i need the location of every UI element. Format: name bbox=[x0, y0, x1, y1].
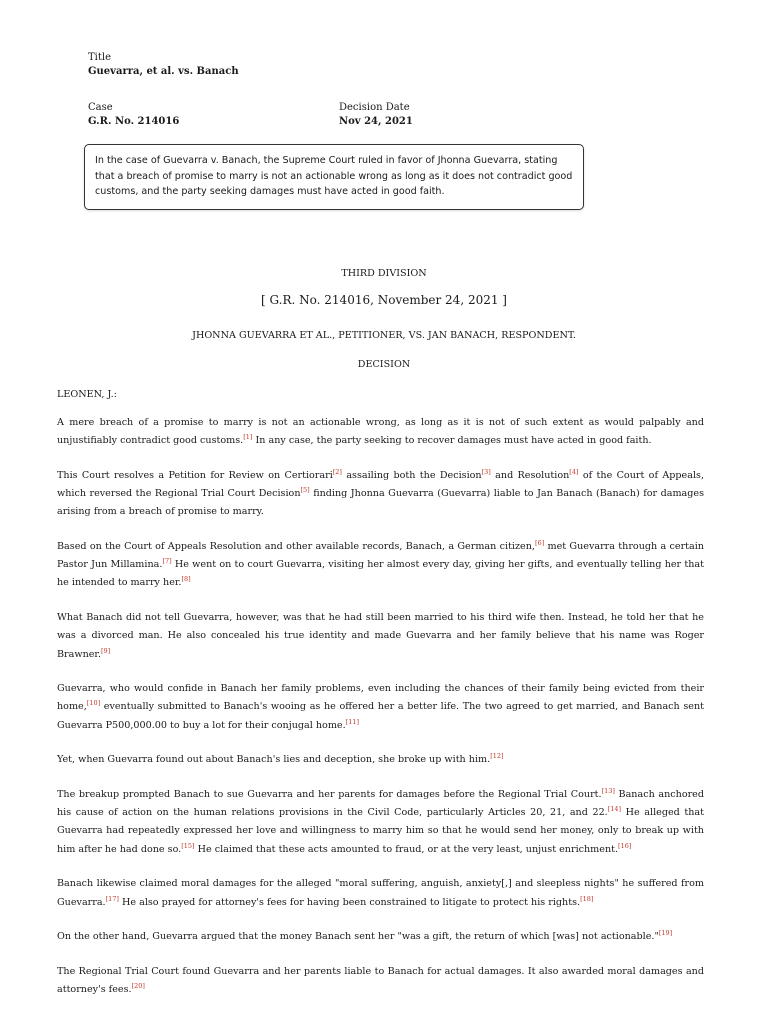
case-summary-box: In the case of Guevarra v. Banach, the Supreme Court ruled in favor of Jhonna Guevarra, stating that a breach of promise to marry is not an actionable wrong as long as it does not contradict good customs, and the party seeking damages must have acted in good faith. bbox=[84, 144, 584, 210]
decision-date: Nov 24, 2021 bbox=[339, 116, 413, 127]
paragraph-text: What Banach did not tell Guevarra, however, was that he had still been married to his third wife then. Instead, he told her that he was a divorced man. He also concealed his true identity and made Guevarra and her family believe that his name was Roger Brawner. bbox=[57, 612, 704, 660]
case-number: G.R. No. 214016 bbox=[88, 116, 180, 127]
footnote-link[interactable]: [2] bbox=[332, 467, 342, 476]
case-title: Guevarra, et al. vs. Banach bbox=[88, 66, 239, 77]
paragraph-text: assailing both the Decision bbox=[341, 469, 482, 481]
paragraph-text: Yet, when Guevarra found out about Banach's lies and deception, she broke up with him. bbox=[57, 754, 491, 766]
footnote-link[interactable]: [18] bbox=[580, 894, 594, 903]
parties-heading: JHONNA GUEVARRA ET AL., PETITIONER, VS. JAN BANACH, RESPONDENT. bbox=[192, 330, 576, 341]
footnote-link[interactable]: [17] bbox=[105, 894, 119, 903]
body-paragraph bbox=[57, 963, 704, 999]
paragraph-text: He also prayed for attorney's fees for having been constrained to litigate to protect his rights. bbox=[118, 896, 581, 908]
ponente: LEONEN, J.: bbox=[57, 389, 117, 400]
footnote-link[interactable]: [19] bbox=[658, 929, 673, 938]
paragraph-text: Banach likewise claimed moral damages for the alleged "moral suffering, anguish, anxiety[,] and sleepless nights" he suffered from Guevarra. bbox=[57, 878, 704, 908]
title-meta bbox=[88, 51, 239, 79]
gr-number-heading: [ G.R. No. 214016, November 24, 2021 ] bbox=[261, 293, 507, 307]
paragraph-text: of the Court of Appeals, which reversed the Regional Trial Court Decision bbox=[57, 469, 704, 500]
paragraph-text: Based on the Court of Appeals Resolution and other available records, Banach, a German citizen, bbox=[57, 541, 535, 553]
paragraph-text: finding Jhonna Guevarra (Guevarra) liable to Jan Banach (Banach) for damages arising from a breach of promise to marry. bbox=[57, 488, 705, 518]
body-paragraph bbox=[57, 609, 704, 664]
paragraph-text: eventually submitted to Banach's wooing as he offered her a better life. The two agreed to get married, and Banach sent Guevarra P500,000.00 to buy a lot for their conjugal home. bbox=[57, 701, 704, 731]
footnote-link[interactable]: [11] bbox=[345, 717, 359, 726]
paragraph-text: Banach anchored his cause of action on the human relations provisions in the Civil Code, particularly Articles 20, 21, and 22. bbox=[57, 789, 705, 819]
paragraph-text: Guevarra, who would confide in Banach her family problems, even including the chances of their family being evicted from their home, bbox=[57, 683, 704, 713]
body-paragraph bbox=[57, 751, 704, 769]
footnote-link[interactable]: [16] bbox=[618, 841, 632, 850]
footnote-link[interactable]: [1] bbox=[243, 433, 253, 442]
paragraph-text: On the other hand, Guevarra argued that the money Banach sent her "was a gift, the return of which [was] not actionable." bbox=[57, 931, 659, 943]
division-heading: THIRD DIVISION bbox=[341, 268, 427, 279]
footnote-link[interactable]: [8] bbox=[181, 575, 191, 584]
footnote-link[interactable]: [5] bbox=[300, 486, 310, 495]
paragraph-text: In any case, the party seeking to recover damages must have acted in good faith. bbox=[252, 435, 652, 447]
paragraph-text: He went on to court Guevarra, visiting her almost every day, giving her gifts, and eventually telling her that he intended to marry her. bbox=[57, 559, 704, 589]
paragraph-text: The Regional Trial Court found Guevarra and her parents liable to Banach for actual damages. It also awarded moral damages and attorney's fees. bbox=[57, 965, 704, 996]
decision-body bbox=[57, 414, 704, 1016]
body-paragraph bbox=[57, 538, 704, 593]
body-paragraph bbox=[57, 928, 704, 946]
footnote-link[interactable]: [14] bbox=[607, 805, 622, 814]
decision-date-meta bbox=[339, 101, 413, 129]
decision-date-label: Decision Date bbox=[339, 102, 410, 113]
footnote-link[interactable]: [9] bbox=[101, 646, 111, 655]
footnote-link[interactable]: [10] bbox=[86, 699, 101, 708]
paragraph-text: He claimed that these acts amounted to fraud, or at the very least, unjust enrichment. bbox=[194, 843, 619, 855]
paragraph-text: and Resolution bbox=[490, 469, 570, 481]
footnote-link[interactable]: [13] bbox=[601, 787, 615, 796]
paragraph-text: He alleged that Guevarra had repeatedly expressed her love and willingness to marry him so that he would send her money, only to break up with him after he had done so. bbox=[57, 807, 705, 855]
footnote-link[interactable]: [20] bbox=[131, 982, 145, 991]
body-paragraph bbox=[57, 786, 704, 859]
footnote-link[interactable]: [7] bbox=[162, 557, 172, 566]
footnote-link[interactable]: [15] bbox=[181, 841, 195, 850]
case-meta bbox=[88, 101, 179, 129]
paragraph-text: The breakup prompted Banach to sue Guevarra and her parents for damages before the Regional Trial Court. bbox=[57, 789, 602, 801]
title-label: Title bbox=[88, 52, 112, 63]
paragraph-text: This Court resolves a Petition for Review on Certiorari bbox=[57, 469, 333, 481]
footnote-link[interactable]: [12] bbox=[490, 752, 504, 761]
case-label: Case bbox=[88, 102, 113, 113]
paragraph-text: A mere breach of a promise to marry is not an actionable wrong, as long as it is not of such extent as would palpably and unjustifiably contradict good customs. bbox=[57, 417, 704, 447]
decision-heading: DECISION bbox=[357, 359, 411, 370]
body-paragraph bbox=[57, 414, 704, 450]
footnote-link[interactable]: [4] bbox=[569, 467, 579, 476]
body-paragraph bbox=[57, 467, 704, 522]
footnote-link[interactable]: [6] bbox=[534, 539, 545, 548]
body-paragraph bbox=[57, 875, 704, 911]
footnote-link[interactable]: [3] bbox=[481, 467, 491, 476]
body-paragraph bbox=[57, 680, 704, 735]
paragraph-text: met Guevarra through a certain Pastor Jun Millamina. bbox=[57, 541, 704, 571]
